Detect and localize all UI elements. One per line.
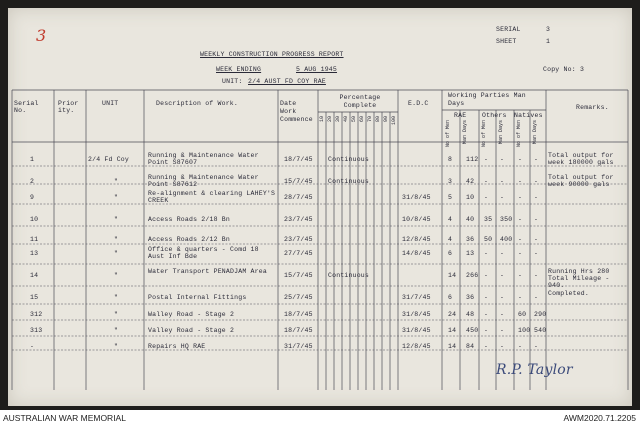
row-working-value: 50: [484, 236, 493, 243]
col-serial: Serial No.: [14, 100, 39, 114]
row-working-value: 48: [466, 311, 475, 318]
row-description: Re-alignment & clearing LAHEY'S CREEK: [148, 190, 276, 204]
row-working-value: 8: [448, 156, 453, 163]
serial-value: 3: [546, 26, 551, 33]
row-remarks: Running Hrs 280 Total Mileage - 940.: [548, 268, 610, 289]
sheet-label: SHEET: [496, 38, 517, 45]
row-working-value: 84: [466, 343, 475, 350]
row-working-value: -: [534, 236, 539, 243]
row-working-value: -: [484, 178, 489, 185]
row-working-value: -: [484, 194, 489, 201]
row-working-value: 450: [466, 327, 479, 334]
row-serial: 1: [30, 156, 35, 163]
row-working-value: -: [518, 156, 523, 163]
row-working-value: 60: [518, 311, 527, 318]
row-date-commenced: 23/7/45: [284, 216, 313, 223]
col-unit: UNIT: [102, 100, 119, 107]
row-edc: 31/7/45: [402, 294, 431, 301]
working-subheading: No of Men: [445, 120, 451, 148]
pct-tick: 80: [375, 116, 381, 123]
row-working-value: 4: [448, 216, 453, 223]
row-working-value: 36: [466, 294, 475, 301]
row-working-value: -: [500, 156, 505, 163]
row-working-value: -: [534, 178, 539, 185]
row-status: Continuous: [328, 272, 370, 279]
row-working-value: -: [534, 156, 539, 163]
serial-label: SERIAL: [496, 26, 521, 33]
row-working-value: -: [484, 294, 489, 301]
working-subheading: Man Days: [532, 120, 538, 145]
row-working-value: 4: [448, 236, 453, 243]
row-date-commenced: 28/7/45: [284, 194, 313, 201]
col-edc: E.D.C: [408, 100, 429, 107]
row-unit: ": [114, 194, 119, 201]
row-working-value: 112: [466, 156, 479, 163]
row-unit: ": [114, 250, 119, 257]
row-working-value: -: [518, 294, 523, 301]
row-unit: ": [114, 311, 119, 318]
row-description: Access Roads 2/18 Bn: [148, 216, 231, 223]
row-working-value: -: [534, 343, 539, 350]
row-working-value: 14: [448, 343, 457, 350]
row-serial: 9: [30, 194, 35, 201]
row-date-commenced: 15/7/45: [284, 272, 313, 279]
row-working-value: 5: [448, 194, 453, 201]
row-description: Postal Internal Fittings: [148, 294, 247, 301]
row-description: Valley Road - Stage 2: [148, 327, 235, 334]
row-working-value: -: [484, 156, 489, 163]
week-ending-value: 5 AUG 1945: [296, 66, 338, 73]
row-working-value: -: [484, 272, 489, 279]
row-description: Water Transport PENADJAM Area: [148, 268, 267, 275]
row-description: Office & quarters - Comd 18 Aust Inf Bde: [148, 246, 259, 260]
row-serial: 14: [30, 272, 39, 279]
pct-tick: 60: [359, 116, 365, 123]
col-natives: Natives: [514, 112, 543, 119]
row-working-value: 35: [484, 216, 493, 223]
row-working-value: 100: [518, 327, 531, 334]
row-unit: ": [114, 343, 119, 350]
unit-value: 2/4 AUST FD COY RAE: [248, 78, 326, 85]
row-edc: 12/8/45: [402, 343, 431, 350]
row-date-commenced: 31/7/45: [284, 343, 313, 350]
row-edc: 10/8/45: [402, 216, 431, 223]
handwritten-mark: 3: [36, 26, 47, 45]
pct-tick: 50: [351, 116, 357, 123]
row-working-value: -: [518, 250, 523, 257]
pct-tick: 90: [383, 116, 389, 123]
row-unit: ": [114, 236, 119, 243]
row-date-commenced: 15/7/45: [284, 178, 313, 185]
report-title: WEEKLY CONSTRUCTION PROGRESS REPORT: [200, 51, 344, 58]
row-working-value: -: [500, 178, 505, 185]
row-remarks: Total output for week 180000 gals: [548, 152, 614, 166]
row-working-value: 290: [534, 311, 547, 318]
row-working-value: -: [518, 272, 523, 279]
row-working-value: -: [500, 250, 505, 257]
row-working-value: -: [534, 250, 539, 257]
working-subheading: Man Days: [462, 120, 468, 145]
row-description: Running & Maintenance Water Point S87607: [148, 152, 259, 166]
pct-tick: 20: [327, 116, 333, 123]
row-serial: 312: [30, 311, 43, 318]
row-status: Continuous: [328, 178, 370, 185]
row-working-value: 266: [466, 272, 479, 279]
row-working-value: -: [518, 343, 523, 350]
row-working-value: -: [500, 311, 505, 318]
row-unit: ": [114, 216, 119, 223]
row-working-value: 36: [466, 236, 475, 243]
row-working-value: -: [500, 327, 505, 334]
working-subheading: Man Days: [498, 120, 504, 145]
row-date-commenced: 18/7/45: [284, 156, 313, 163]
row-working-value: 3: [448, 178, 453, 185]
row-unit: ": [114, 272, 119, 279]
row-working-value: -: [534, 272, 539, 279]
col-date: Date Work Commence: [280, 100, 313, 123]
footer-source: AUSTRALIAN WAR MEMORIAL: [3, 413, 126, 423]
row-serial: 10: [30, 216, 39, 223]
sheet-value: 1: [546, 38, 551, 45]
report-sheet: [8, 8, 632, 406]
row-edc: 31/8/45: [402, 327, 431, 334]
row-serial: 11: [30, 236, 39, 243]
row-working-value: -: [500, 194, 505, 201]
row-working-value: -: [484, 343, 489, 350]
col-others: Others: [482, 112, 507, 119]
row-edc: 31/8/45: [402, 194, 431, 201]
row-remarks: Total output for week 90000 gals: [548, 174, 614, 188]
pct-tick: 100: [391, 116, 397, 126]
row-working-value: 400: [500, 236, 513, 243]
row-working-value: -: [534, 294, 539, 301]
row-date-commenced: 18/7/45: [284, 327, 313, 334]
row-working-value: 24: [448, 311, 457, 318]
row-working-value: -: [518, 236, 523, 243]
row-date-commenced: 27/7/45: [284, 250, 313, 257]
unit-label: UNIT:: [222, 78, 243, 85]
working-subheading: No of Men: [516, 120, 522, 148]
col-working-parties: Working Parties Man Days: [448, 92, 526, 107]
row-remarks: Completed.: [548, 290, 590, 297]
row-working-value: -: [484, 327, 489, 334]
row-date-commenced: 18/7/45: [284, 311, 313, 318]
row-edc: 14/8/45: [402, 250, 431, 257]
signature: R.P. Taylor: [496, 362, 573, 378]
row-unit: ": [114, 327, 119, 334]
pct-tick: 10: [319, 116, 325, 123]
row-working-value: -: [518, 178, 523, 185]
row-working-value: -: [534, 194, 539, 201]
pct-tick: 40: [343, 116, 349, 123]
row-working-value: -: [484, 250, 489, 257]
row-working-value: 350: [500, 216, 513, 223]
row-serial: 313: [30, 327, 43, 334]
footer-id: AWM2020.71.2205: [563, 413, 636, 423]
row-working-value: -: [518, 216, 523, 223]
col-remarks: Remarks.: [576, 104, 609, 111]
row-date-commenced: 25/7/45: [284, 294, 313, 301]
row-unit: 2/4 Fd Coy: [88, 156, 130, 163]
row-working-value: 13: [466, 250, 475, 257]
row-working-value: 10: [466, 194, 475, 201]
row-serial: 13: [30, 250, 39, 257]
col-priority: Prior ity.: [58, 100, 79, 114]
row-working-value: -: [484, 311, 489, 318]
row-unit: ": [114, 294, 119, 301]
row-serial: -: [30, 343, 35, 350]
row-working-value: 40: [466, 216, 475, 223]
row-working-value: 42: [466, 178, 475, 185]
row-edc: 12/8/45: [402, 236, 431, 243]
pct-tick: 70: [367, 116, 373, 123]
row-description: Repairs HQ RAE: [148, 343, 206, 350]
row-working-value: 14: [448, 327, 457, 334]
row-serial: 2: [30, 178, 35, 185]
row-serial: 15: [30, 294, 39, 301]
row-description: Access Roads 2/12 Bn: [148, 236, 231, 243]
row-working-value: -: [500, 272, 505, 279]
copy-value: 3: [580, 66, 585, 73]
archive-footer: [0, 410, 640, 425]
row-edc: 31/8/45: [402, 311, 431, 318]
row-description: Walley Road - Stage 2: [148, 311, 235, 318]
row-unit: ": [114, 178, 119, 185]
row-description: Running & Maintenance Water Point S87612: [148, 174, 259, 188]
row-status: Continuous: [328, 156, 370, 163]
working-subheading: No of Men: [481, 120, 487, 148]
row-working-value: 6: [448, 294, 453, 301]
week-ending-label: WEEK ENDING: [216, 66, 262, 73]
row-working-value: -: [534, 216, 539, 223]
col-rae: RAE: [454, 112, 467, 119]
col-description: Description of Work.: [156, 100, 239, 107]
copy-label: Copy No:: [543, 66, 576, 73]
pct-tick: 30: [335, 116, 341, 123]
row-working-value: -: [500, 294, 505, 301]
row-working-value: -: [518, 194, 523, 201]
row-date-commenced: 23/7/45: [284, 236, 313, 243]
row-working-value: 540: [534, 327, 547, 334]
row-working-value: 14: [448, 272, 457, 279]
row-working-value: 6: [448, 250, 453, 257]
col-percentage: Percentage Complete: [339, 94, 381, 109]
row-working-value: -: [500, 343, 505, 350]
